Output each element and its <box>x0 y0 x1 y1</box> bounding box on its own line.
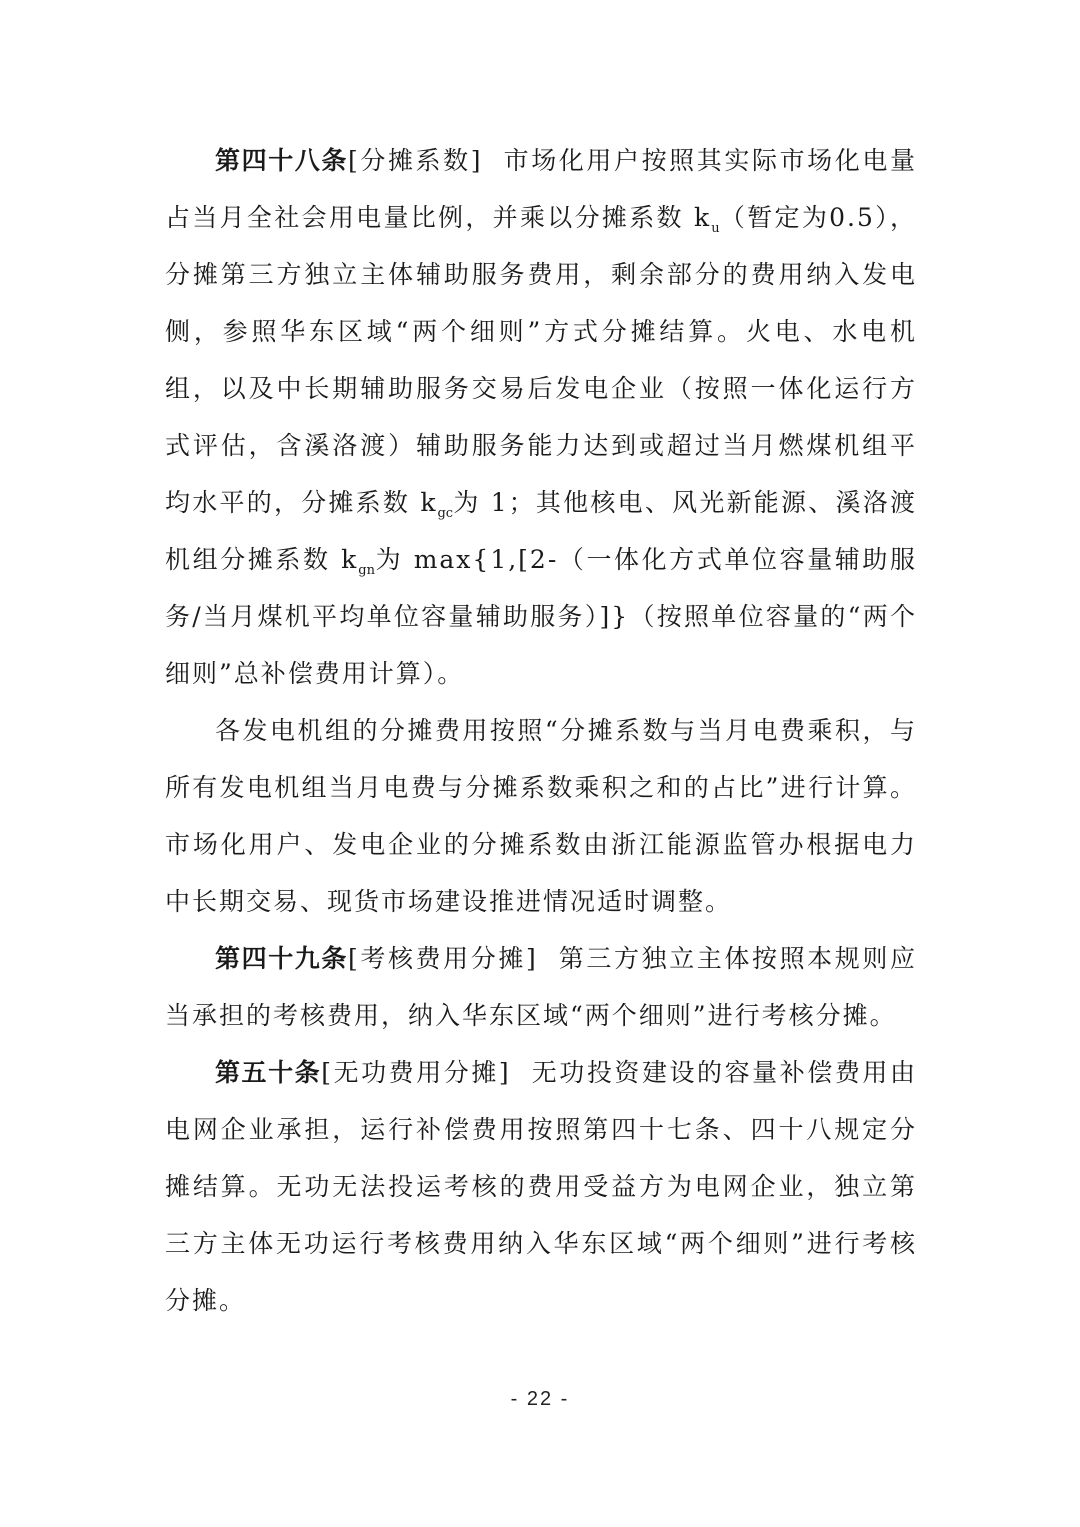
article-50-number: 第五十条 <box>215 1058 322 1087</box>
article-48-text-c: 为 1；其他核电、风光新能源、溪洛渡机组分摊系数 k <box>165 488 917 574</box>
coefficient-kgn-subscript: gn <box>358 563 375 578</box>
coefficient-kgc-subscript: gc <box>437 506 454 521</box>
article-48-heading: [分摊系数] <box>348 146 483 175</box>
article-48-text-a: 市场化用户按照其实际市场化电量占当月全社会用电量比例，并乘以分摊系数 k <box>165 146 917 232</box>
page-body <box>165 132 917 1329</box>
article-48-paragraph <box>165 132 917 702</box>
article-50-paragraph <box>165 1044 917 1329</box>
article-49-paragraph <box>165 930 917 1044</box>
article-48-number: 第四十八条 <box>215 146 348 175</box>
article-48-paragraph-2: 各发电机组的分摊费用按照“分摊系数与当月电费乘积，与所有发电机组当月电费与分摊系数乘积之和的占比”进行计算。市场化用户、发电企业的分摊系数由浙江能源监管办根据电力中长期交易、现货市场建设推进情况适时调整。 <box>165 716 917 916</box>
article-50-heading: [无功费用分摊] <box>321 1058 511 1087</box>
article-49-text: 第三方独立主体按照本规则应当承担的考核费用，纳入华东区域“两个细则”进行考核分摊。 <box>165 944 917 1030</box>
coefficient-ku-subscript: u <box>711 221 720 236</box>
article-50-text: 无功投资建设的容量补偿费用由电网企业承担，运行补偿费用按照第四十七条、四十八规定分摊结算。无功无法投运考核的费用受益方为电网企业，独立第三方主体无功运行考核费用纳入华东区域“两个细则”进行考核分摊。 <box>165 1058 917 1315</box>
article-49-number: 第四十九条 <box>215 944 348 973</box>
article-49-heading: [考核费用分摊] <box>348 944 538 973</box>
page-number: - 22 - <box>510 1388 570 1410</box>
article-48-text-d: 为 max{1,[2-（一体化方式单位容量辅助服务/当月煤机平均单位容量辅助服务）]}（按照单位容量的“两个细则”总补偿费用计算）。 <box>165 545 917 688</box>
article-48-text-b: （暂定为0.5），分摊第三方独立主体辅助服务费用，剩余部分的费用纳入发电侧，参照华东区域“两个细则”方式分摊结算。火电、水电机组，以及中长期辅助服务交易后发电企业（按照一体化运行方式评估，含溪洛渡）辅助服务能力达到或超过当月燃煤机组平均水平的，分摊系数 k <box>165 203 917 517</box>
